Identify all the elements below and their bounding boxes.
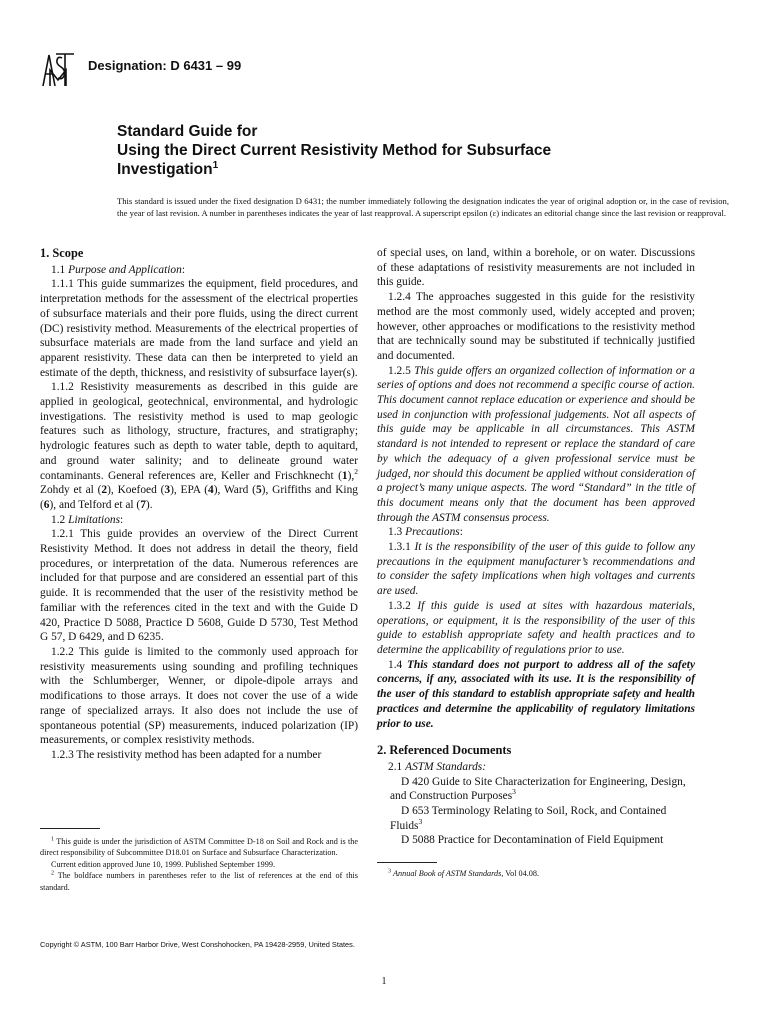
para-2-1: 2.1 ASTM Standards: — [388, 760, 487, 773]
designation: Designation: D 6431 – 99 — [88, 58, 242, 73]
standard-notice: This standard is issued under the fixed designation D 6431; the number immediately following the designation indicates the year of original adoption or, in the case of revision, the year of last revision. A number in parentheses indicates the year of last reapproval. A superscript epsilon (ε) indicates an editorial change since the last revision or reapproval. — [117, 196, 729, 218]
title-line-1: Standard Guide for — [117, 123, 258, 140]
para-1-4: 1.4 This standard does not purport to address all of the safety concerns, if any, associated with its use. It is the responsibility of the user of this standard to establish appropriate safety and health practices and determine the applicability of regulatory limitations prior to use. — [377, 658, 695, 730]
para-1-2-2: 1.2.2 This guide is limited to the commonly used approach for resistivity measurements using sounding and profiling techniques with the Schlumberger, Wenner, or dipole-dipole arrays and modifications to those arrays. It does not cover the use of a wide range of specialized arrays. It also does not include the use of spontaneous potential (SP) measurements, induced polarization (IP) measurements, or complex resistivity methods. — [40, 645, 358, 747]
page-number: 1 — [381, 976, 387, 987]
footnote-1: $^1$ This guide is under the jurisdiction of ASTM Committee D-18 on Soil and Rock and is the direct responsibility of Subcommittee D18.01 on Surface and Subsurface Characterization. — [40, 836, 358, 858]
para-1-1-2: 1.1.2 Resistivity measurements as described in this guide are applied in geological, geotechnical, environmental, and hydrologic investigations. The resistivity method is used to map geologic features such as lithology, structure, fractures, and stratigraphy; hydrologic features such as depth to water table, depth to aquitard, and ground water salinity; and to delineate ground water contaminants. General references are, Keller and Frischknecht (1),$^2$ Zohdy et al (2), Koefoed (3), EPA (4), Ward (5), Griffiths and King (6), and Telford et al (7). — [40, 381, 358, 511]
document-title — [117, 122, 717, 179]
para-1-1: 1.1 Purpose and Application: — [51, 263, 185, 276]
footnote-rule — [40, 828, 100, 829]
scope-heading: 1. Scope — [40, 246, 84, 260]
left-column — [40, 246, 358, 763]
title-line-3: Investigation$^1$ — [117, 159, 219, 178]
para-1-2-3-continued: of special uses, on land, within a borehole, or on water. Discussions of these adaptations of resistivity measurements are not included in this guide. — [377, 247, 695, 289]
reference-item: D 420 Guide to Site Characterization for Engineering, Design, and Construction Purposes$^3$ — [390, 775, 686, 803]
para-1-2: 1.2 Limitations: — [51, 513, 124, 526]
footnotes-right — [377, 868, 695, 879]
footnote-3: $^3$ Annual Book of ASTM Standards, Vol 04.08. — [388, 868, 539, 878]
reference-item: D 653 Terminology Relating to Soil, Rock, and Contained Fluids$^3$ — [390, 805, 667, 832]
para-1-3-2: 1.3.2 If this guide is used at sites with hazardous materials, operations, or equipment, it is the responsibility of the user of this guide to establish appropriate safety and health practices and to determine the applicability of regulations prior to use. — [377, 599, 695, 656]
referenced-documents-heading: 2. Referenced Documents — [377, 743, 512, 758]
footnote-1-edition: Current edition approved June 10, 1999. Published September 1999. — [51, 859, 275, 869]
copyright-notice: Copyright © ASTM, 100 Barr Harbor Drive, West Conshohocken, PA 19428-2959, United States. — [40, 940, 355, 949]
title-line-2: Using the Direct Current Resistivity Method for Subsurface — [117, 142, 552, 159]
footnote-rule — [377, 862, 437, 863]
astm-logo-icon — [40, 50, 76, 90]
right-column — [377, 246, 695, 848]
reference-item: D 5088 Practice for Decontamination of Field Equipment — [401, 834, 664, 847]
para-1-2-5: 1.2.5 This guide offers an organized collection of information or a series of options and does not recommend a specific course of action. This document cannot replace education or experience and should be used in conjunction with professional judgements. Not all aspects of this guide may be applicable in all circumstances. This ASTM standard is not intended to represent or replace the standard of care by which the adequacy of a given professional service must be judged, nor should this document be applied without consideration of a project’s many unique aspects. The word “Standard” in the title of this document means only that the document has been approved through the ASTM consensus process. — [377, 364, 695, 524]
footnotes-left — [40, 836, 358, 893]
para-1-3: 1.3 Precautions: — [388, 526, 463, 539]
para-1-3-1: 1.3.1 It is the responsibility of the user of this guide to follow any precautions in the equipment manufacturer’s recommendations and to consider the safety implications when high voltages and currents are used. — [377, 541, 695, 598]
footnote-2: $^2$ The boldface numbers in parentheses refer to the list of references at the end of this standard. — [40, 870, 358, 892]
para-1-2-1: 1.2.1 This guide provides an overview of the Direct Current Resistivity Method. It does not address in detail the theory, field procedures, or interpretation of the data. Numerous references are included for that purpose and are considered an essential part of this guide. It is recommended that the user of the resistivity method be familiar with the references cited in the text and with the Guide D 420, Practice D 5088, Practice D 5608, Guide D 5730, Test Method G 57, D 6429, and D 6235. — [40, 528, 358, 644]
para-1-1-1: 1.1.1 This guide summarizes the equipment, field procedures, and interpretation methods for the assessment of the electrical properties of subsurface materials and their pore fluids, using the direct current (DC) resistivity method. Measurements of the electrical properties of subsurface materials are made from the land surface and yield an apparent resistivity. These data can then be interpreted to yield an estimate of the depth, thickness, and resistivity of subsurface layer(s). — [40, 278, 358, 379]
para-1-2-4: 1.2.4 The approaches suggested in this guide for the resistivity method are the most commonly used, widely accepted and proven; however, other approaches or modifications to the resistivity method that are technically sound may be substituted if technically justified and documented. — [377, 291, 695, 362]
title-footnote-marker: 1 — [212, 159, 219, 171]
para-1-2-3: 1.2.3 The resistivity method has been adapted for a number — [51, 748, 322, 761]
